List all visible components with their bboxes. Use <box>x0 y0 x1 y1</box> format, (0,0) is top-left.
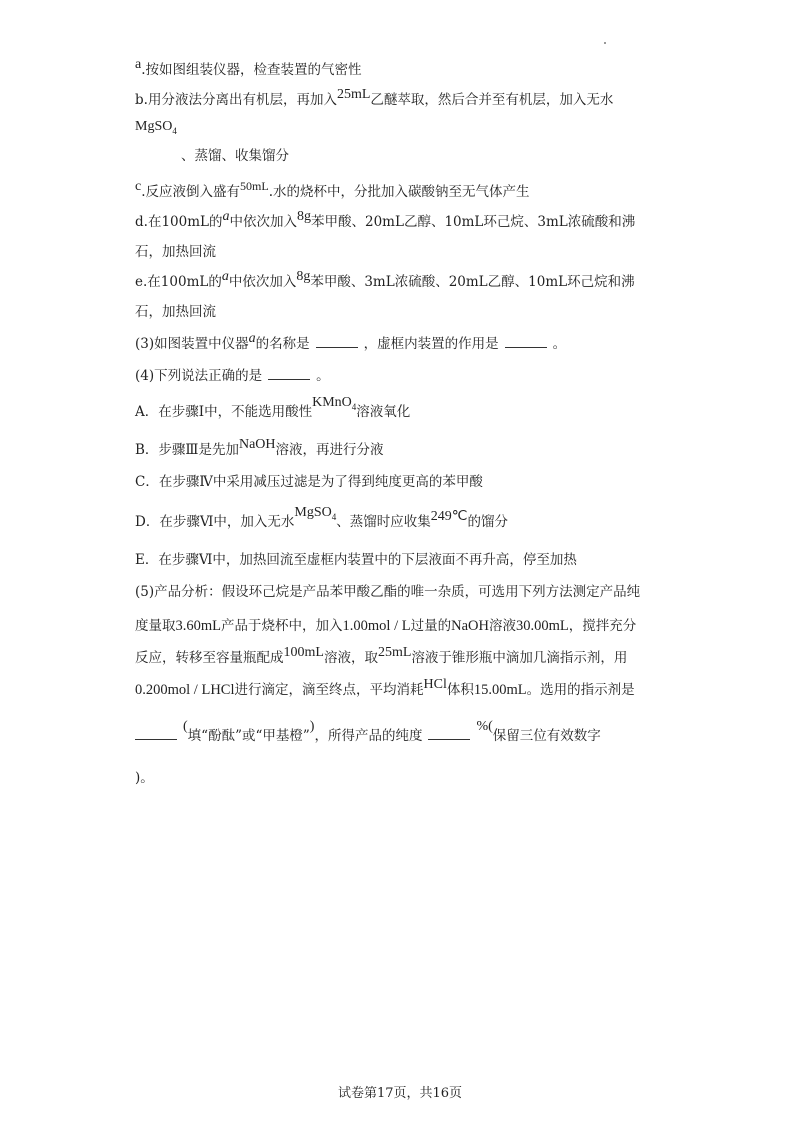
option-d-text2: 、蒸馏时应收集 <box>336 514 431 530</box>
step-d-text3: 苯甲酸、20mL乙醇、10mL环己烷、3mL浓硫酸和沸 <box>311 214 636 230</box>
step-e-tail: 石，加热回流 <box>135 304 216 320</box>
step-c-label: c <box>135 179 142 194</box>
speck <box>604 42 606 44</box>
q5-l4c: 。选用的指示剂是 <box>526 682 635 698</box>
page-footer: 试卷第17页，共16页 <box>337 1086 463 1101</box>
q5-l5b: ，所得产品的纯度 <box>314 728 423 744</box>
q5-l2vol2: 30.00mL <box>515 618 569 634</box>
option-d-temp: 249℃ <box>430 509 468 524</box>
option-b-text2: 溶液，再进行分液 <box>275 442 384 458</box>
step-e-label: e <box>135 274 143 290</box>
step-d: d.在100mL的a中依次加入8g苯甲酸、20mL乙醇、10mL环己烷、3mL浓硫酸和沸 <box>135 209 636 230</box>
step-e-text3: 苯甲酸、3mL浓硫酸、20mL乙醇、10mL环己烷和沸 <box>310 274 635 290</box>
option-d-text3: 的馏分 <box>467 514 508 530</box>
answer-blank <box>135 727 177 740</box>
step-c-vol: 50mL <box>240 179 269 193</box>
step-d-var: a <box>222 209 230 224</box>
q5-l2vol: 3.60mL <box>175 618 222 634</box>
q3-text2: 的名称是 <box>255 336 310 352</box>
answer-blank <box>268 367 310 380</box>
q5-line4 <box>135 677 635 701</box>
q5-l5c: 保留三位有效数字 <box>492 728 601 744</box>
q5-l3b: 溶液，取 <box>323 650 378 666</box>
q3-text3: ，虚框内装置的作用是 <box>363 336 499 352</box>
step-b-text1: 用分液法分离出有机层，再加入 <box>147 92 337 108</box>
step-e: e.在100mL的a中依次加入8g苯甲酸、3mL浓硫酸、20mL乙醇、10mL环己烷和沸 <box>135 269 635 290</box>
mgso4-text: MgSO <box>294 505 332 520</box>
mgso-sub: 4 <box>172 126 177 136</box>
answer-blank <box>505 335 547 348</box>
step-a-label: a <box>135 57 142 72</box>
q5-l2d: 溶液 <box>488 618 516 634</box>
step-b-tail <box>135 146 289 166</box>
step-e-var: a <box>221 269 229 284</box>
option-b-naoh: NaOH <box>238 437 276 452</box>
option-b-text1: B．步骤Ⅲ是先加 <box>135 442 239 458</box>
q5-l4b: 体积 <box>446 682 474 698</box>
step-b-text3: 、蒸馏、收集馏分 <box>181 148 289 164</box>
option-c: C．在步骤Ⅳ中采用减压过滤是为了得到纯度更高的苯甲酸 <box>135 474 483 490</box>
option-a <box>135 395 411 423</box>
q5-line6: )。 <box>135 770 154 786</box>
step-e-text2: 中依次加入 <box>228 274 297 290</box>
q5-l2c: 过量的 <box>410 618 452 634</box>
q5-l3c: 溶液于锥形瓶中滴加几滴指示剂，用 <box>411 650 628 666</box>
kmno4-sub: 4 <box>351 402 357 412</box>
q5-l2conc: 1.00mol / L <box>342 618 411 634</box>
q5-l3vol2: 25mL <box>377 645 412 660</box>
q5-paren-close: ) <box>309 719 315 734</box>
option-a-text2: 溶液氧化 <box>356 404 411 420</box>
q5-l4hcl: HCl <box>423 677 447 692</box>
step-b-vol: 25mL <box>336 87 371 102</box>
option-b <box>135 437 384 461</box>
option-d <box>135 505 508 533</box>
step-d-label: d <box>135 214 144 230</box>
kmno4-text: KMnO <box>312 395 352 410</box>
mgso-text: MgSO <box>135 119 173 134</box>
q4-text1: (4)下列说法正确的是 <box>135 368 263 384</box>
step-c-text1: 反应液倒入盛有 <box>145 184 241 200</box>
q4-text2: 。 <box>316 368 330 384</box>
q5-paren-open: ( <box>183 719 188 734</box>
step-b-cont <box>135 119 177 147</box>
step-b-reagent <box>135 119 177 134</box>
step-a: a.按如图组装仪器，检查装置的气密性 <box>135 57 362 78</box>
mgso4-sub: 4 <box>331 512 337 522</box>
step-b: b.用分液法分离出有机层，再加入25mL乙醚萃取，然后合并至有机层，加入无水 <box>135 87 614 108</box>
q5-l5pct: %( <box>476 719 493 734</box>
answer-blank <box>428 727 470 740</box>
q5-line3 <box>135 645 628 669</box>
step-a-text: 按如图组装仪器，检查装置的气密性 <box>145 62 362 78</box>
q5-l3vol: 100mL <box>283 645 324 660</box>
option-e: E．在步骤Ⅵ中，加热回流至虚框内装置中的下层液面不再升高，停至加热 <box>135 552 577 568</box>
step-d-text1: 在100mL的 <box>147 214 223 230</box>
step-d-mass: 8g <box>297 209 311 224</box>
step-b-label: b <box>135 92 144 108</box>
answer-blank <box>316 335 358 348</box>
question-3 <box>135 331 567 355</box>
q5-line2 <box>135 616 636 636</box>
option-d-text1: D．在步骤Ⅵ中，加入无水 <box>135 514 295 530</box>
step-c-text2: 水的烧杯中，分批加入碳酸钠至无气体产生 <box>272 184 530 200</box>
option-a-text1: A．在步骤Ⅰ中，不能选用酸性 <box>135 404 313 420</box>
q5-l4a: 进行滴定，滴至终点，平均消耗 <box>234 682 424 698</box>
step-e-text1: 在100mL的 <box>147 274 222 290</box>
q5-l3a: 反应，转移至容量瓶配成 <box>135 650 284 666</box>
step-b-text2: 乙醚萃取，然后合并至有机层，加入无水 <box>370 92 614 108</box>
mgso4 <box>294 505 336 520</box>
step-d-text2: 中依次加入 <box>229 214 297 230</box>
q3-var: a <box>248 331 256 346</box>
step-c: c.反应液倒入盛有50mL.水的烧杯中，分批加入碳酸钠至无气体产生 <box>135 179 530 200</box>
q3-text4: 。 <box>552 336 567 352</box>
question-4 <box>135 366 330 386</box>
q5-l2b: 产品于烧杯中，加入 <box>221 618 343 634</box>
q5-l4conc: 0.200mol / LHCl <box>135 682 235 698</box>
q5-l2e: ，搅拌充分 <box>568 618 637 634</box>
q5-line5 <box>135 719 601 747</box>
q5-l2naoh: NaOH <box>451 618 489 634</box>
kmno4 <box>312 395 356 410</box>
q5-line1: (5)产品分析：假设环己烷是产品苯甲酸乙酯的唯一杂质，可选用下列方法测定产品纯 <box>135 584 641 600</box>
q5-l4vol: 15.00mL <box>473 682 527 698</box>
step-e-mass: 8g <box>296 269 311 284</box>
step-d-tail: 石，加热回流 <box>135 244 216 260</box>
q3-text1: (3)如图装置中仪器 <box>135 336 249 352</box>
q5-l2a: 度量取 <box>135 618 176 634</box>
q5-l5a: 填“酚酞”或“甲基橙” <box>187 728 310 744</box>
